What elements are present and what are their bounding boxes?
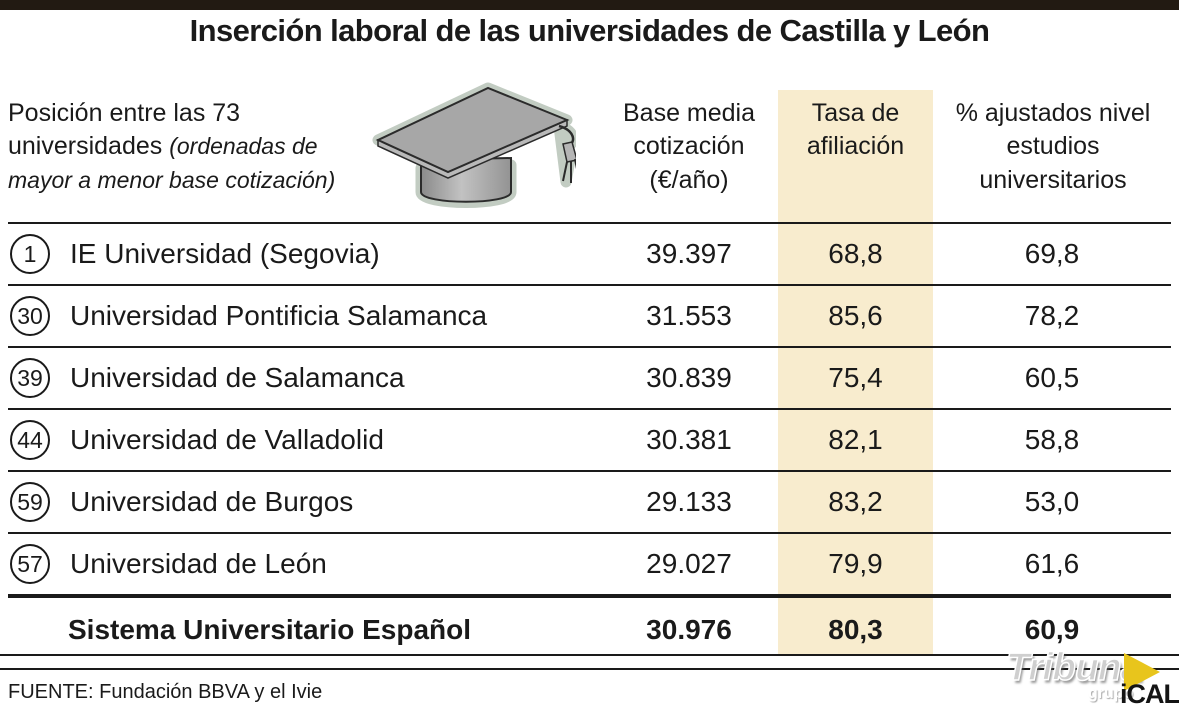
pct-value: 53,0 [1024, 486, 1080, 517]
column-header-base-media: Base media cotización (€/año) [622, 99, 756, 194]
table-row [8, 222, 1171, 284]
tribuna-wordmark: Tribuna [1006, 646, 1142, 689]
summary-name: Sistema Universitario Español [68, 614, 472, 645]
column-header-position [8, 97, 380, 197]
university-name: IE Universidad (Segovia) [70, 238, 380, 269]
top-black-bar [0, 0, 1179, 10]
pct-value: 61,6 [1024, 548, 1080, 579]
summary-pct-value: 60,9 [1024, 614, 1080, 645]
page-title: Inserción laboral de las universidades de Castilla y León [189, 13, 990, 48]
rank-badge: 59 [10, 482, 50, 522]
base-value: 29.027 [646, 548, 732, 579]
university-name: Universidad de Valladolid [70, 424, 384, 455]
pct-value: 78,2 [1024, 300, 1080, 331]
base-value: 29.133 [646, 486, 732, 517]
university-name: Universidad Pontificia Salamanca [70, 300, 488, 331]
rank-badge: 1 [10, 234, 50, 274]
graduation-cap-icon [366, 80, 576, 220]
rank-cell [8, 296, 68, 336]
tribuna-logo [1000, 644, 1179, 713]
rank-badge: 44 [10, 420, 50, 460]
pct-value: 58,8 [1024, 424, 1080, 455]
summary-tasa-value: 80,3 [828, 614, 883, 645]
table-row [8, 532, 1171, 594]
university-name: Universidad de León [70, 548, 327, 579]
pct-value: 60,5 [1024, 362, 1080, 393]
tasa-value: 68,8 [828, 238, 883, 269]
rank-cell [8, 544, 68, 584]
tasa-value: 79,9 [828, 548, 883, 579]
base-value: 39.397 [646, 238, 732, 269]
university-name: Universidad de Salamanca [70, 362, 405, 393]
column-header-pct-ajustados: % ajustados nivel estudios universitarios [955, 99, 1151, 194]
summary-base-value: 30.976 [646, 614, 732, 645]
base-value: 31.553 [646, 300, 732, 331]
table-row [8, 408, 1171, 470]
rank-badge: 30 [10, 296, 50, 336]
tasa-value: 83,2 [828, 486, 883, 517]
table-row [8, 284, 1171, 346]
rank-badge: 57 [10, 544, 50, 584]
tasa-value: 75,4 [828, 362, 883, 393]
rank-cell [8, 358, 68, 398]
rank-cell [8, 234, 68, 274]
rank-cell [8, 482, 68, 522]
pct-value: 69,8 [1024, 238, 1080, 269]
position-note: (ordenadas de mayor a menor base cotización) [8, 133, 336, 193]
tasa-value: 82,1 [828, 424, 883, 455]
column-header-tasa-afiliacion: Tasa de afiliación [806, 99, 905, 161]
rank-cell [8, 420, 68, 460]
base-value: 30.381 [646, 424, 732, 455]
table-row [8, 346, 1171, 408]
universities-table [8, 222, 1171, 662]
source-caption: FUENTE: Fundación BBVA y el Ivie [8, 681, 323, 703]
base-value: 30.839 [646, 362, 732, 393]
tasa-value: 85,6 [828, 300, 883, 331]
ical-label: iCAL [1120, 679, 1179, 709]
position-label: Posición entre las 73 universidades [8, 99, 241, 161]
summary-row [8, 594, 1171, 662]
table-row [8, 470, 1171, 532]
grupo-label: grupo [1088, 685, 1134, 702]
rank-badge: 39 [10, 358, 50, 398]
university-name: Universidad de Burgos [70, 486, 354, 517]
